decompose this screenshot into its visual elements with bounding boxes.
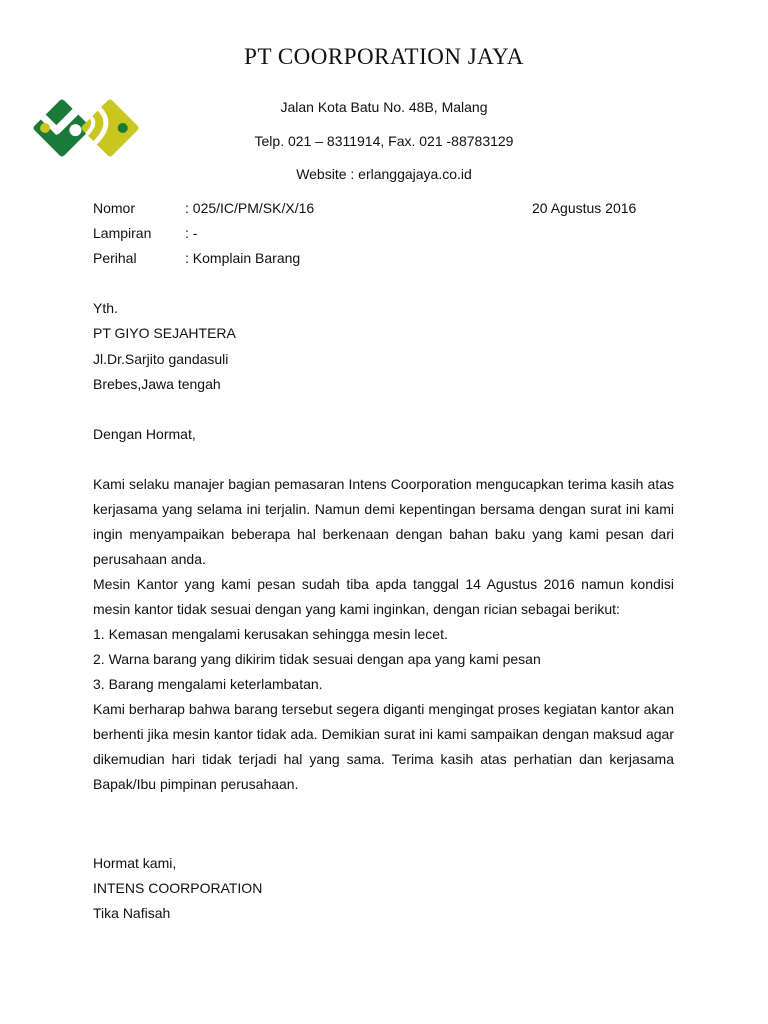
signature-block — [93, 851, 262, 926]
recipient-street: Jl.Dr.Sarjito gandasuli — [93, 351, 229, 367]
body-paragraph-1: Kami selaku manajer bagian pemasaran Intens Coorporation mengucapkan terima kasih atas kerjasama yang selama ini terjalin. Namun demi kepentingan bersama dengan surat ini kami ingin menyampaikan beberapa hal berkenaan dengan bahan baku yang kami pesan dari perusahaan anda. — [93, 476, 674, 567]
lampiran-value: : - — [185, 225, 198, 241]
letter-body — [93, 472, 674, 797]
nomor-label: Nomor — [93, 200, 136, 216]
closing-regards: Hormat kami, — [93, 855, 177, 871]
meta-lampiran — [93, 225, 197, 241]
company-website: Website : erlanggajaya.co.id — [296, 166, 472, 182]
recipient-name: PT GIYO SEJAHTERA — [93, 325, 236, 341]
recipient-city: Brebes,Jawa tengah — [93, 376, 221, 392]
closing-company: INTENS COORPORATION — [93, 880, 263, 896]
meta-perihal — [93, 250, 300, 266]
list-item-2: 2. Warna barang yang dikirim tidak sesuai dengan apa yang kami pesan — [93, 651, 541, 667]
greeting: Dengan Hormat, — [93, 426, 196, 442]
company-phone-fax: Telp. 021 – 8311914, Fax. 021 -88783129 — [254, 133, 514, 149]
perihal-value: : Komplain Barang — [185, 250, 301, 266]
letter-date: 20 Agustus 2016 — [532, 200, 637, 216]
body-paragraph-3: Kami berharap bahwa barang tersebut segera diganti mengingat proses kegiatan kantor akan berhenti jika mesin kantor tidak ada. Demikian surat ini kami sampaikan dengan maksud agar dikemudian hari tidak terjadi hal yang sama. Terima kasih atas perhatian dan kerjasama Bapak/Ibu pimpinan perusahaan. — [93, 701, 674, 792]
meta-nomor — [93, 200, 314, 216]
nomor-value: : 025/IC/PM/SK/X/16 — [185, 200, 315, 216]
recipient-salutation: Yth. — [93, 300, 118, 316]
list-item-3: 3. Barang mengalami keterlambatan. — [93, 676, 323, 692]
list-item-1: 1. Kemasan mengalami kerusakan sehingga mesin lecet. — [93, 626, 448, 642]
lampiran-label: Lampiran — [93, 225, 152, 241]
perihal-label: Perihal — [93, 250, 137, 266]
company-address: Jalan Kota Batu No. 48B, Malang — [280, 99, 488, 115]
signer-name: Tika Nafisah — [93, 905, 171, 921]
company-name: PT COORPORATION JAYA — [244, 44, 524, 69]
body-paragraph-2: Mesin Kantor yang kami pesan sudah tiba apda tanggal 14 Agustus 2016 namun kondisi mesin kantor tidak sesuai dengan yang kami inginkan, dengan rician sebagai berikut: — [93, 576, 674, 617]
